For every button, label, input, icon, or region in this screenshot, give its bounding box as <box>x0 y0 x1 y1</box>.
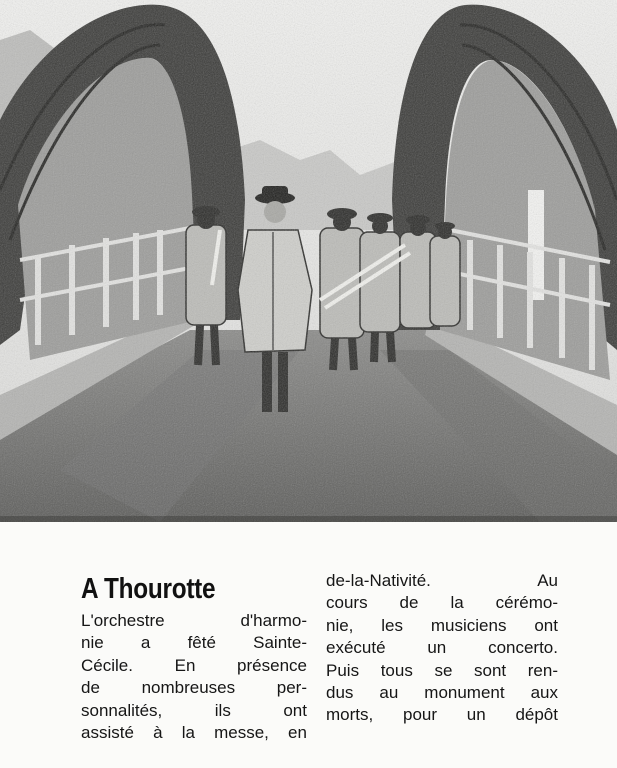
text-line <box>326 570 558 592</box>
word: cérémo- <box>495 593 558 613</box>
word: monument <box>424 682 505 702</box>
word: dus <box>326 682 354 702</box>
word: de-la-Nativité. <box>326 571 431 590</box>
word: Sainte- <box>253 633 307 653</box>
article-left-column <box>81 610 307 744</box>
word: ils <box>214 700 231 720</box>
article-headline: A Thourotte <box>81 573 216 605</box>
word: en <box>288 722 307 742</box>
word: concerto. <box>488 638 558 658</box>
text-line <box>326 682 558 704</box>
word: exécuté <box>326 638 386 658</box>
word: ont <box>283 700 307 720</box>
word: per- <box>276 678 307 698</box>
word: ont <box>534 615 558 635</box>
word: pour <box>402 705 438 725</box>
word: messe, <box>214 722 269 742</box>
word: ren- <box>527 660 558 680</box>
word: la <box>450 593 464 613</box>
word: Cécile. <box>81 655 133 675</box>
word: cours <box>326 593 368 613</box>
word: un <box>466 705 486 725</box>
word: tous <box>380 660 413 680</box>
article <box>0 560 617 768</box>
word: se <box>434 660 453 680</box>
word: au <box>379 682 399 702</box>
word: assisté <box>81 722 134 742</box>
word: présence <box>237 655 307 675</box>
article-right-column <box>326 570 558 727</box>
word: morts, <box>326 705 374 725</box>
word: un <box>427 638 447 658</box>
text-line <box>326 592 558 614</box>
word: sonnalités, <box>81 700 163 720</box>
word: à <box>153 722 163 742</box>
word: fêté <box>187 633 216 653</box>
word: de <box>399 593 419 613</box>
word: dépôt <box>515 705 558 725</box>
word: nie, <box>326 615 354 635</box>
text-line <box>326 615 558 637</box>
word: musiciens <box>430 615 507 635</box>
word: aux <box>530 682 558 702</box>
text-line <box>81 677 307 699</box>
text-line <box>81 632 307 654</box>
text-line <box>81 655 307 677</box>
word: Puis <box>326 660 360 680</box>
word: nie <box>81 633 104 653</box>
word: En <box>174 655 196 675</box>
text-line <box>326 704 558 726</box>
word: nombreuses <box>141 678 236 698</box>
word: d'harmo- <box>240 611 307 630</box>
text-line <box>326 637 558 659</box>
word: Au <box>537 571 558 590</box>
word: sont <box>474 660 507 680</box>
text-line <box>326 660 558 682</box>
text-line <box>81 722 307 744</box>
word: a <box>140 633 151 653</box>
text-line <box>81 610 307 632</box>
word: L'orchestre <box>81 611 165 630</box>
text-line <box>81 700 307 722</box>
word: les <box>381 615 404 635</box>
word: la <box>181 722 195 742</box>
word: de <box>81 678 100 698</box>
